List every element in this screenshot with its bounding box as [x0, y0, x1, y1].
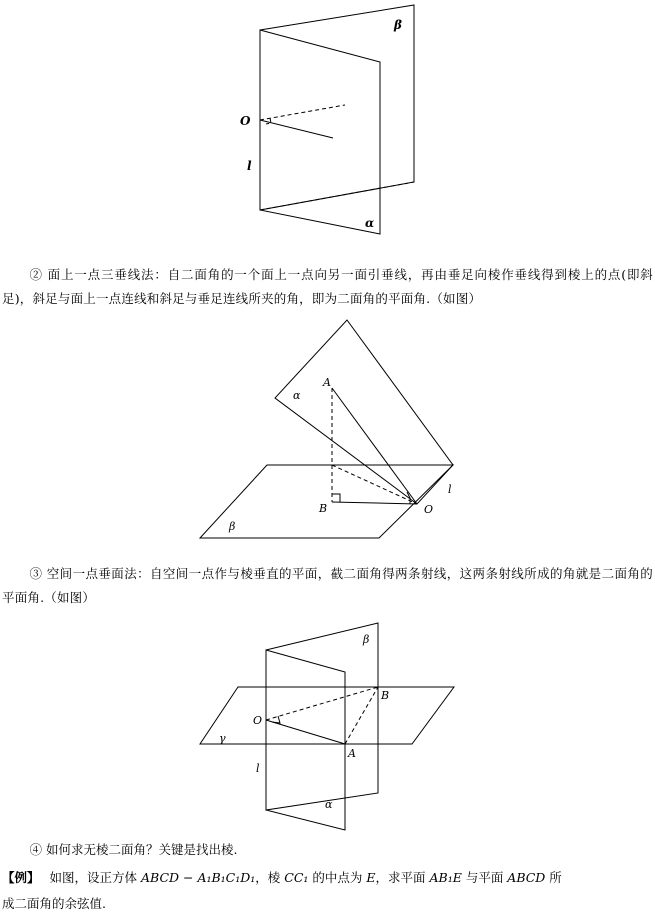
math-edge: CC₁: [284, 870, 309, 885]
label-gamma: γ: [219, 732, 226, 745]
label-O: O: [240, 114, 251, 128]
segment-AO: [332, 388, 417, 504]
label-l: l: [448, 483, 452, 496]
label-beta: β: [229, 520, 236, 533]
paragraph-method-4: ④ 如何求无棱二面角？关键是找出棱.: [29, 842, 238, 857]
label-alpha: α: [325, 798, 333, 811]
math-point: E: [366, 870, 376, 885]
label-alpha: α: [365, 216, 375, 230]
figure-three-perpendiculars: [0, 320, 655, 550]
ray-in-beta-hidden: [260, 105, 345, 120]
figure-dihedral-definition: [0, 0, 655, 240]
label-A: A: [348, 747, 356, 760]
label-alpha: α: [293, 389, 301, 402]
hidden-line-alpha: [332, 465, 417, 504]
label-beta: β: [394, 18, 402, 32]
label-l: l: [256, 762, 260, 775]
plane-alpha: [275, 320, 453, 504]
ray-OA: [266, 720, 345, 744]
label-O: O: [424, 503, 434, 516]
paragraph-method-2: ② 面上一点三垂线法：自二面角的一个面上一点向另一面引垂线，再由垂足向棱作垂线得到棱上的点(即斜足)，斜足与面上一点连线和斜足与垂足连线所夹的角，即为二面角的平面角.（如图）: [2, 267, 653, 306]
example-tag: 【例】: [2, 870, 40, 885]
label-l: l: [247, 159, 252, 173]
math-plane2: ABCD: [507, 870, 546, 885]
math-plane1: AB₁E: [429, 870, 462, 885]
label-beta: β: [363, 633, 370, 646]
math-cube: ABCD − A₁B₁C₁D₁: [141, 870, 256, 885]
label-A: A: [323, 376, 331, 389]
right-angle-mark: [332, 494, 340, 502]
plane-alpha: [260, 30, 380, 234]
plane-gamma: [200, 687, 454, 744]
figure-perpendicular-plane: [0, 620, 655, 820]
label-B: B: [381, 689, 390, 702]
ray-OB-hidden: [266, 687, 378, 720]
paragraph-method-3: ③ 空间一点垂面法：自空间一点作与棱垂直的平面，截二面角得两条射线，这两条射线所成的角就是二面角的平面角.（如图）: [2, 566, 653, 605]
ray-in-alpha: [260, 120, 333, 138]
example-line-1: 【例】 如图，设正方体 ABCD − A₁B₁C₁D₁，棱 CC₁ 的中点为 E，求平面 AB₁E 与平面 ABCD 所: [2, 870, 562, 885]
hidden-edge: [260, 182, 414, 210]
label-O: O: [253, 714, 263, 727]
segment-BO: [332, 502, 417, 504]
label-B: B: [319, 502, 328, 515]
example-line-2: 成二面角的余弦值.: [2, 896, 106, 911]
